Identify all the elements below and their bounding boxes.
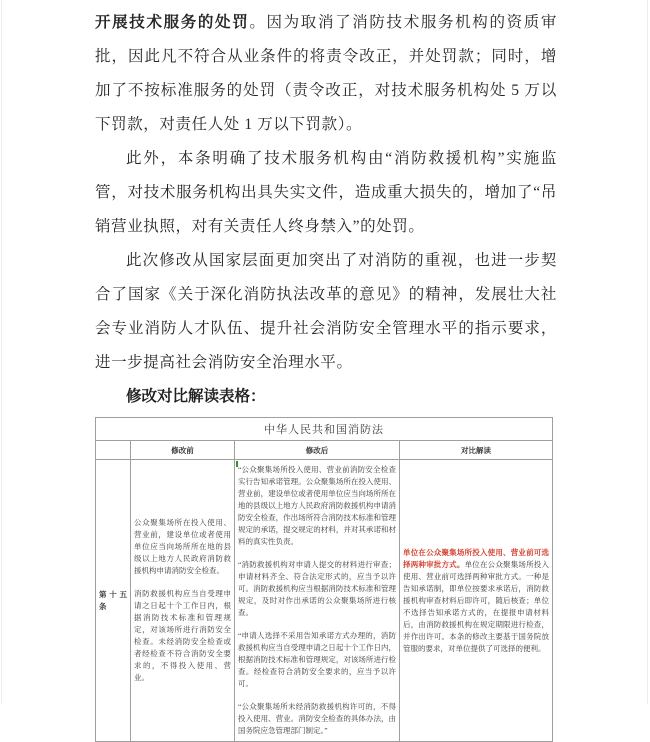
header-after: 修改后 bbox=[235, 441, 400, 460]
after-paragraph-2: “消防救援机构对申请人提交的材料进行审查；申请材料齐全、符合法定形式的，应当予以许可。消防救援机构应当根据消防技术标准和管理规定，及时对作出承诺的公众聚集场所进行核查。 bbox=[238, 560, 396, 617]
paragraph-text: 。因为取消了消防技术服务机构的资质审批，因此凡不符合从业条件的将责令改正，并处罚款；同时，增加了不按标准服务的处罚（责令改正，对技术服务机构处 5 万以下罚款，对责任人处 1 万以下罚款）。 bbox=[95, 14, 557, 133]
comparison-table bbox=[95, 417, 553, 742]
header-interpretation: 对比解读 bbox=[400, 441, 553, 460]
table-heading: 修改对比解读表格： bbox=[126, 388, 266, 405]
header-before: 修改前 bbox=[131, 441, 235, 460]
paragraph-lead-bold: 开展技术服务的处罚 bbox=[95, 14, 250, 31]
cell-interpretation bbox=[400, 460, 553, 742]
after-paragraph-4: “公众聚集场所未经消防救援机构许可的，不得投入使用、营业。消防安全检查的具体办法，由国务院应急管理部门制定。” bbox=[238, 702, 396, 735]
before-paragraph-2: 消防救援机构应当自受理申请之日起十个工作日内，根据消防技术标准和管理规定，对该场所进行消防安全检查。未经消防安全检查或者经检查不符合消防安全要求的，不得投入使用、营业。 bbox=[134, 589, 231, 682]
table-row bbox=[96, 460, 553, 742]
table-title: 中华人民共和国消防法 bbox=[96, 418, 553, 441]
green-revision-mark bbox=[236, 461, 238, 467]
table-title-row bbox=[96, 418, 553, 441]
interpretation-body: 单位在公众聚集场所投入使用、营业前可选择两种审批方式。一种是告知承诺制，即单位按要求承诺后，消防救援机构审查材料后即许可，随后核查；单位不选择告知承诺方式的，在提报申请材料后，由消防救援机构在规定期限进行检查，并作出许可。本条的修改主要基于国务院放管服的要求，对单位提供了可选择的便利。 bbox=[403, 559, 550, 653]
paragraph-supervision: 此外，本条明确了技术服务机构由“消防救援机构”实施监管，对技术服务机构出具失实文件，造成重大损失的，增加了“吊销营业执照，对有关责任人终身禁入”的处罚。 bbox=[95, 150, 557, 235]
header-chapter bbox=[96, 441, 131, 460]
table-header-row bbox=[96, 441, 553, 460]
after-paragraph-1: “公众聚集场所投入使用、营业前消防安全检查实行告知承诺管理。公众聚集场所在投入使用、营业前，建设单位或者使用单位应当向场所所在地的县级以上地方人民政府消防救援机构申请消防安全检查，作出场所符合消防技术标准和管理规定的承诺，提交规定的材料，并对其承诺和材料的真实性负责。 bbox=[238, 465, 396, 546]
body-text bbox=[95, 6, 557, 380]
after-paragraph-3: “申请人选择不采用告知承诺方式办理的，消防救援机构应当自受理申请之日起十个工作日内，根据消防技术标准和管理规定，对该场所进行检查。经检查符合消防安全要求的，应当予以许可。 bbox=[238, 631, 396, 688]
page-edge-left bbox=[1, 0, 2, 704]
paragraph-reform: 此次修改从国家层面更加突出了对消防的重视，也进一步契合了国家《关于深化消防执法改革的意见》的精神，发展壮大社会专业消防人才队伍、提升社会消防安全管理水平的指示要求，进一步提高社会消防安全治理水平。 bbox=[95, 252, 557, 371]
paragraph-penalty bbox=[95, 6, 557, 142]
interpretation-paragraph bbox=[403, 547, 549, 655]
cell-before bbox=[131, 460, 235, 742]
cell-after bbox=[235, 460, 400, 742]
before-paragraph-1: 公众聚集场所在投入使用、营业前，建设单位或者使用单位应当向场所所在地的县级以上地方人民政府消防救援机构申请消防安全检查。 bbox=[134, 518, 231, 575]
interpretation-highlight-red: 单位在公众聚集场所投入使用、营业前可选择两种审批方式。 bbox=[403, 547, 549, 569]
page-edge-right bbox=[647, 0, 648, 704]
cell-chapter: 第十五条 bbox=[96, 460, 131, 742]
